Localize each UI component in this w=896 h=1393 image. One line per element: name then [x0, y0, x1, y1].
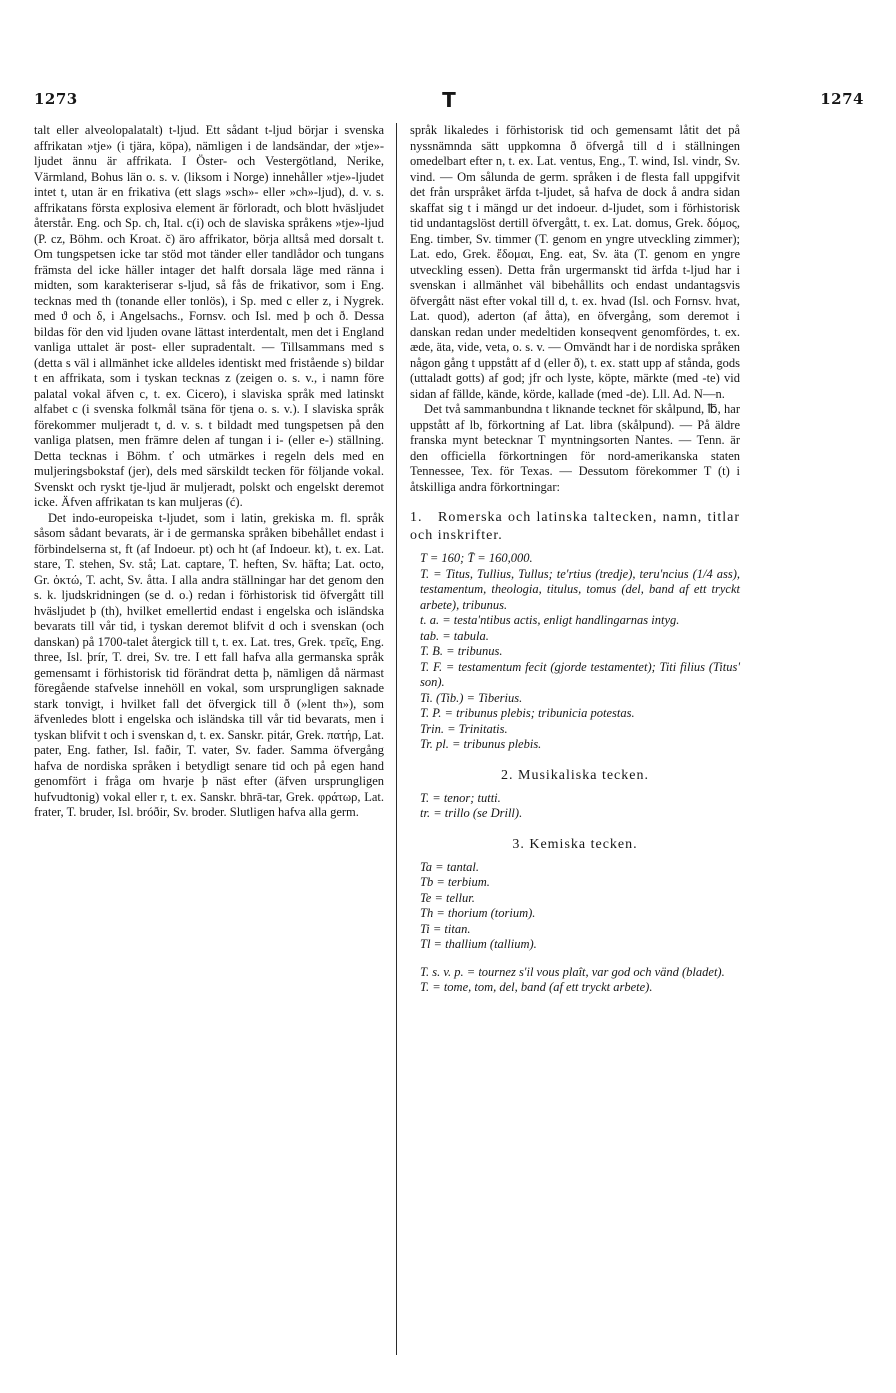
abbr-item: Ti. (Tib.) = Tiberius.	[420, 690, 523, 705]
chem-item: Ta = tantal.	[420, 859, 480, 874]
abbr-item: T = 160; T̄ = 160,000.	[420, 551, 533, 565]
abbr-item: t. a. = testa'ntibus actis, enligt handlingarnas intyg.	[420, 613, 680, 627]
music-item: T. = tenor; tutti.	[420, 790, 501, 805]
section-1-title: Romerska och latinska taltecken, namn, titlar och inskrifter.	[410, 510, 740, 543]
abbr-item: T. B. = tribunus.	[420, 644, 503, 658]
left-page-number: 1273	[34, 90, 78, 108]
section-1-number: 1.	[410, 510, 423, 525]
abbr-item: T. P. = tribunus plebis; tribunicia potestas.	[420, 706, 635, 720]
right-page-number: 1274	[820, 90, 864, 108]
chem-item: Tb = terbium.	[420, 875, 490, 889]
left-paragraph-2: Det indo-europeiska t-ljudet, som i latin, grekiska m. fl. språk såsom sådant bevarats, är i de germanska språken bibehållet endast i förbindelserna st, ft (af Indoeur. pt) och ht (af Indoeur. kt), t. ex. Lat. stare, T. stehen, Sv. stå; Lat. captare, T. heften, Sv. häfta; Lat. octo, Gr. ὀκτώ, T. acht, Sv. åtta. I alla andra ställningar har det genom den s. k. ljudskridningen (se d. o.) redan i förhistorisk tid öfvergått till hväsljudet þ (th), hvilket emellertid endast i engelska och isländska bevarats till vår tid, i tyskan deremot blifvit d och i svenskan (och danskan) på 1700-talet återgick till t, t. ex. Lat. tres, Grek. τρεῖς, Eng. three, Isl. þrír, T. drei, Sv. tre. I ett fall hafva alla germanska språk gemensamt i förhistorisk tid förändrat detta þ, nämligen då närmast föregående stafvelse innehöll en vokal, som ursprungligen saknade stark tonvigt, i hvilket fall det öfvergick till ð (»lent th»), som äfvenledes blott i engelska och isländska till vår tid bevarats, men i tyskan blifvit t och i svenskan d, t. ex. Sanskr. pitár, Grek. πατήρ, Lat. pater, Eng. father, Isl. faðir, T. vater, Sv. fader. Samma öfvergång hafva de nordiska språken i betydligt senare tid och på egen hand genomfört i fråga om hvarje þ näst efter (äfven ursprungligen hufvudtonig) vokal eller r, t. ex. Sanskr. bhrā-tar, Grek. φράτωρ, Lat. frater, T. bruder, Isl. bróðir, Sv. broder. Slutligen hafva alla germ.	[34, 510, 384, 819]
abbr-item: T. F. = testamentum fecit (gjorde testamentet); Titi filius (Titus' son).	[420, 659, 740, 689]
page-header	[34, 90, 864, 114]
tail-item: T. s. v. p. = tournez s'il vous plaît, var god och vänd (bladet).	[420, 964, 725, 979]
chem-item: Th = thorium (torium).	[420, 906, 536, 920]
section-letter: T	[442, 88, 456, 112]
abbr-item: tab. = tabula.	[420, 628, 489, 643]
chem-item: Te = tellur.	[420, 890, 475, 905]
right-column	[410, 123, 740, 996]
chem-item: Ti = titan.	[420, 921, 471, 936]
column-divider	[396, 123, 397, 1355]
music-item: tr. = trillo (se Drill).	[420, 806, 523, 820]
section-2-heading: 2. Musikaliska tecken.	[501, 767, 649, 783]
chem-item: Tl = thallium (tallium).	[420, 937, 537, 951]
right-paragraph-1: språk likaledes i förhistorisk tid och gemensamt låtit det på nyssnämnda sätt uppkomna ð öfvergå till d i ställningen omedelbart efter n, t. ex. Lat. ventus, Eng., T. wind, Isl. vindr, Sv. vind. — Om sålunda de germ. språken i de flesta fall uppgifvit det från urspråket ärfda t-ljudet, så hafva de dock å andra sidan skaffat sig t i mängd ur det indoeur. d-ljudet, som i förhistorisk tid undantagslöst dertill öfvergått, t. ex. Lat. domus, Grek. δόμος, Eng. timber, Sv. timmer (T. genom en yngre utveckling zimmer); Lat. edo, Grek. ἔδομαι, Eng. eat, Sv. äta (T. genom en yngre utveckling essen). Detta från urgermanskt tid ärfda t-ljud har i svenskan i allmänhet väl bibehållits och endast undantagsvis öfvergått näst efter vokal till d, t. ex. hvad (Isl. och Fornsv. hvat, Lat. quod), aderton (af åtta), en öfvergång, som deremot i danskan redan under medeltiden konseqvent genomfördes, t. ex. æde, äta, vide, veta, o. s. v. — Omvändt har i de nordiska språken någon gång t uppstått af d (eller ð), t. ex. statt upp af stånda, gods (uttaladt gotts) af god; jfr och lyste, köpte, märkte (med -te) vid sidan af fällde, kände, körde, kallade (med -de). Lll. Ad. N—n.	[410, 123, 740, 401]
left-column	[34, 123, 384, 821]
left-paragraph-1: talt eller alveolopalatalt) t-ljud. Ett sådant t-ljud börjar i svenska affrikatan »tje» (i tjära, köpa), nämligen i de landsändar, der »tje»-ljudet ännu är affrikata. I Öster- och Vestergötland, Nerike, Värmland, Bohus län o. s. v. (liksom i Norge) innehåller »tje»-ljudet intet t, utan är en frikativa (ett slags »sch»- eller »ch»-ljud), d. v. s. affrikatans första explosiva element är förloradt, och blott hväsljudet återstår. Eng. och Sp. ch, Ital. c(i) och de slaviska språkens »tje»-ljud (P. cz, Böhm. och Kroat. č) äro affrikator, börja alltså med dorsalt t. Om tungspetsen icke tar stöd mot tänder eller tandlådor och tungans främsta del icke häller intager det halft dorsala läge med ränna i midten, som karakteriserar s-ljud, så fås de frikativor, som i Eng. tecknas med th (tonande eller tonlös), i Sp. med c eller z, i Nygrek. med ϑ och δ, i Angelsachs., Fornsv. och Isl. med þ och ð. Dessa bildas för den vid ljuden ovane lättast interdentalt, men det i England vanliga uttalet är post- eller supradentalt. — Tillsammans med s (detta s väl i allmänhet icke alldeles identiskt med fristående s) bildar t en affrikata, som i tyskan tecknas z (zeigen o. s. v., i namn före palatal vokal äfven c, t. ex. Cicero), i slaviska språk med latinskt alfabet c (i svenska folkmål tsäna för tjena o. s. v.). I slaviska språk förekommer muljeradt t, d. v. s. t bildadt med tungspetsen på den vanliga platsen, men främre delen af tungan i i- (eller e-) ställning. Detta tecknas i Böhm. ť och utmärkes i regeln dels med en muljeringsbokstaf (jer), dels med särskildt tecken för följande vokal. Svenskt och ryskt tje-ljud är muljeradt, polskt och engelskt deremot icke. Äfven affrikatan ts kan muljeras (ć).	[34, 123, 384, 509]
section-1-heading	[410, 509, 740, 545]
tail-item: T. = tome, tom, del, band (af ett tryckt arbete).	[420, 980, 653, 994]
abbr-item: Trin. = Trinitatis.	[420, 721, 508, 736]
abbr-item: Tr. pl. = tribunus plebis.	[420, 737, 542, 751]
abbr-item: T. = Titus, Tullius, Tullus; te'rtius (tredje), teru'ncius (1/4 ass), testamentum, theologia, titulus, tomus (del, band af ett tryckt arbete), tribunus.	[420, 566, 740, 612]
right-paragraph-2: Det två sammanbundna t liknande tecknet för skålpund, ℔, har uppstått af lb, förkortning af Lat. libra (skålpund). — På äldre franska mynt betecknar T myntningsorten Nantes. — Tenn. är den officiella förkortningen för nord-amerikanska staten Tennessee, Tex. för Texas. — Dessutom förekommer T (t) i åtskilliga andra förkortningar:	[410, 402, 740, 494]
spacer	[410, 953, 740, 965]
section-3-heading: 3. Kemiska tecken.	[512, 836, 638, 852]
